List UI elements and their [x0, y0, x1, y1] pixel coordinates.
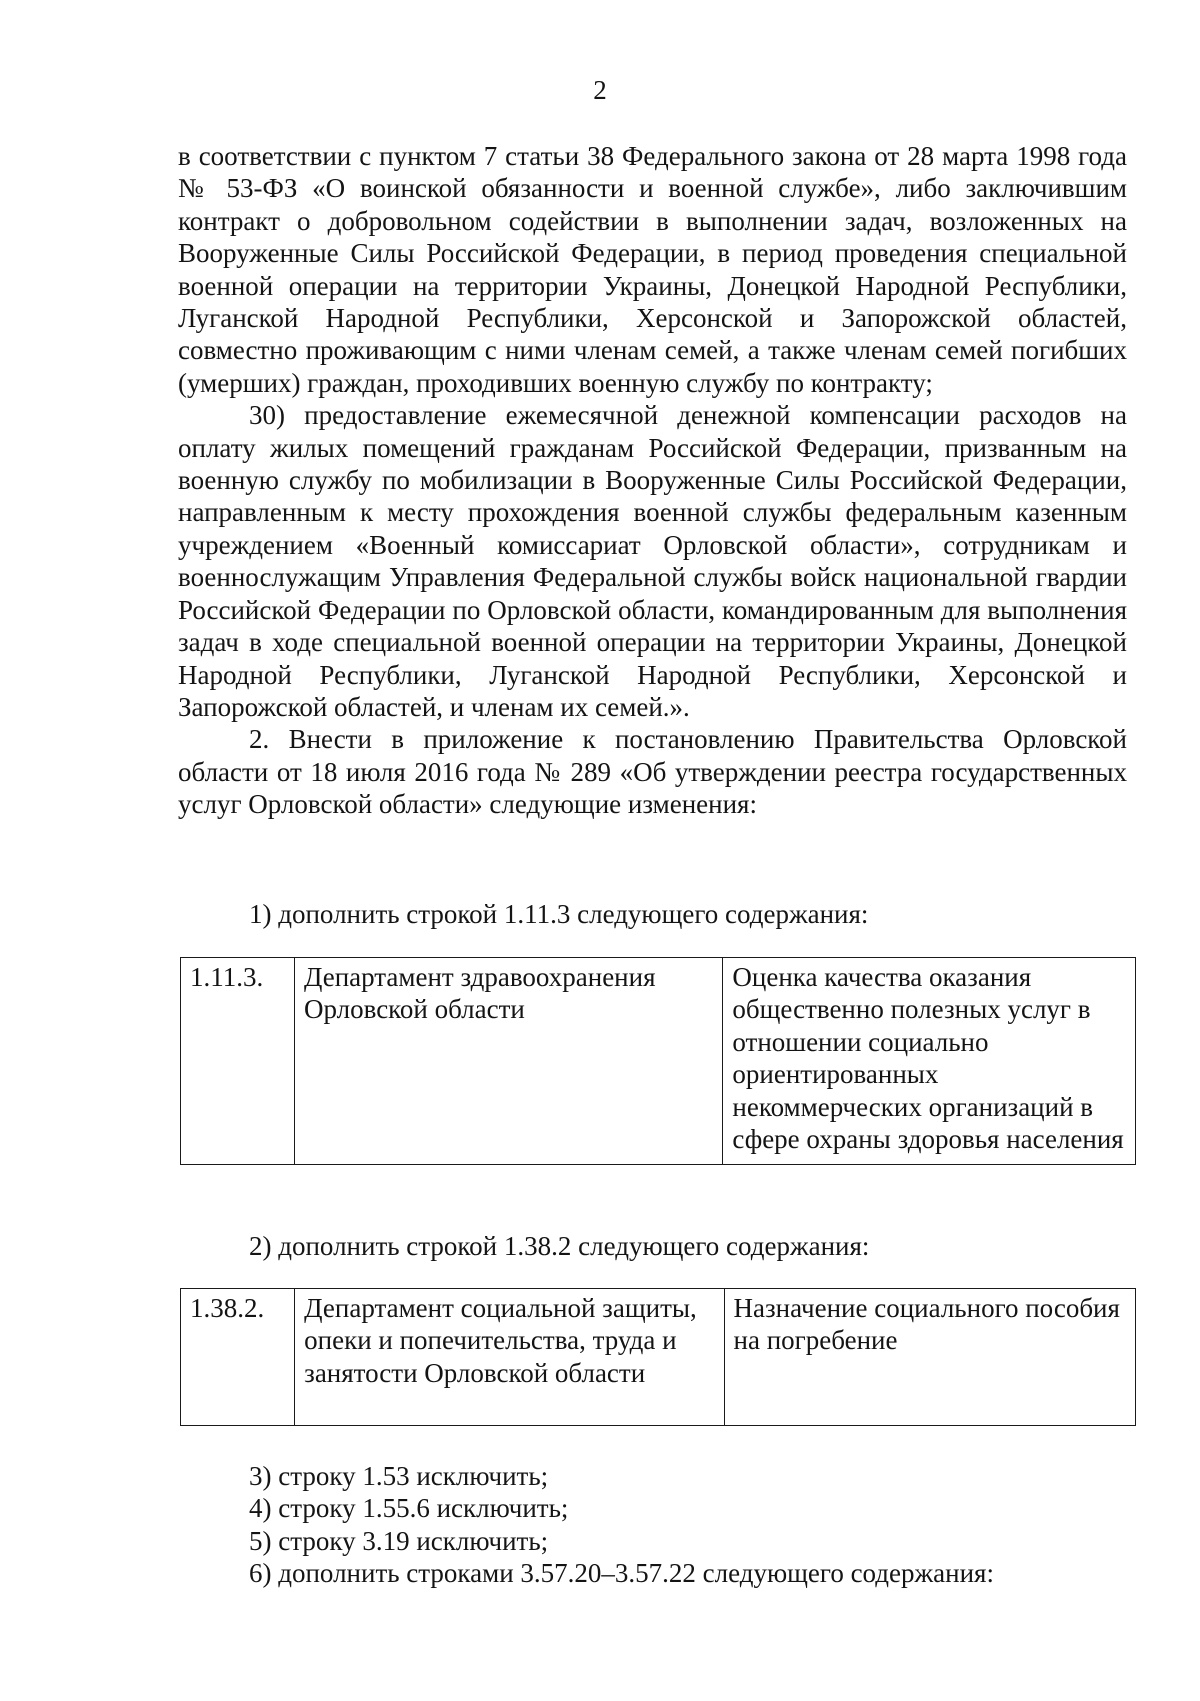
list-block-1	[178, 898, 1127, 930]
table-cell-department: Департамент здравоохранения Орловской области	[294, 958, 722, 1165]
list-block-2	[178, 1230, 1127, 1262]
table-cell-department: Департамент социальной защиты, опеки и попечительства, труда и занятости Орловской области	[295, 1289, 724, 1426]
table-cell-service: Оценка качества оказания общественно полезных услуг в отношении социально ориентированных некоммерческих организаций в сфере охраны здоровья населения	[723, 958, 1136, 1165]
list-item-4: 4) строку 1.55.6 исключить;	[249, 1493, 569, 1524]
page-number: 2	[593, 75, 607, 105]
list-item-5: 5) строку 3.19 исключить;	[249, 1525, 549, 1556]
registry-table-1	[180, 957, 1136, 1165]
list-item-6: 6) дополнить строками 3.57.20–3.57.22 следующего содержания:	[249, 1558, 994, 1589]
paragraph-continuation: в соответствии с пунктом 7 статьи 38 Федерального закона от 28 марта 1998 года № 53-ФЗ «О воинской обязанности и военной службе», либо заключившим контракт о добровольном содействии в выполнении задач, возложенных на Вооруженные Силы Российской Федерации, в период проведения специальной военной операции на территории Украины, Донецкой Народной Республики, Луганской Народной Республики, Херсонской и Запорожской областей, совместно проживающим с ними членам семей, а также членам семей погибших (умерших) граждан, проходивших военную службу по контракту;	[178, 141, 1127, 398]
table-cell-code: 1.11.3.	[181, 958, 295, 1165]
list-item-3: 3) строку 1.53 исключить;	[249, 1461, 549, 1491]
registry-table-2	[180, 1288, 1136, 1426]
table-cell-code: 1.38.2.	[181, 1289, 295, 1426]
table-row	[181, 958, 1136, 1165]
list-item-2: 2) дополнить строкой 1.38.2 следующего содержания:	[249, 1231, 870, 1261]
table-cell-service: Назначение социального пособия на погребение	[724, 1289, 1135, 1426]
list-block-3	[178, 1460, 1127, 1590]
paragraph-item-2: 2. Внести в приложение к постановлению Правительства Орловской области от 18 июля 2016 года № 289 «Об утверждении реестра государственных услуг Орловской области» следующие изменения:	[178, 724, 1127, 820]
paragraph-item-30: 30) предоставление ежемесячной денежной компенсации расходов на оплату жилых помещений гражданам Российской Федерации, призванным на военную службу по мобилизации в Вооруженные Силы Российской Федерации, направленным к месту прохождения военной службы федеральным казенным учреждением «Военный комиссариат Орловской области», сотрудникам и военнослужащим Управления Федеральной службы войск национальной гвардии Российской Федерации по Орловской области, командированным для выполнения задач в ходе специальной военной операции на территории Украины, Донецкой Народной Республики, Луганской Народной Республики, Херсонской и Запорожской областей, и членам их семей.».	[178, 400, 1127, 722]
document-body	[178, 140, 1127, 821]
list-item-1: 1) дополнить строкой 1.11.3 следующего содержания:	[249, 899, 869, 929]
table-row	[181, 1289, 1136, 1426]
